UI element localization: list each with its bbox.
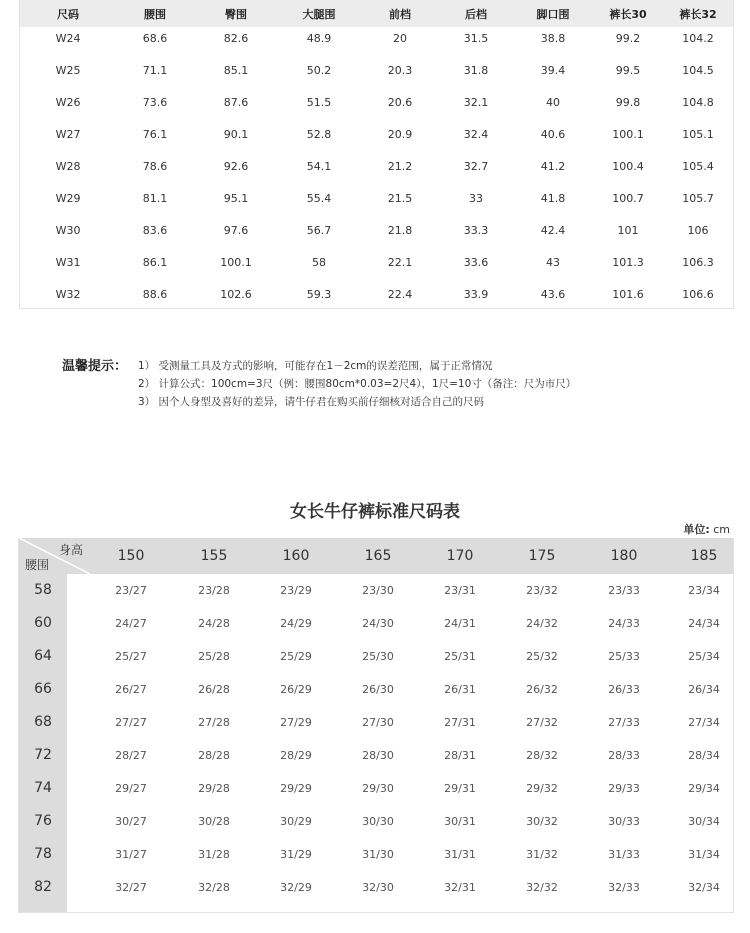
- cell-thigh: 55.4: [306, 192, 332, 205]
- cell-leg-opening: 38.8: [540, 32, 566, 45]
- size-cell: 25/30: [362, 650, 394, 663]
- size-cell: 26/31: [444, 683, 476, 696]
- size-cell: 32/31: [444, 881, 476, 894]
- size-cell: 27/34: [688, 716, 720, 729]
- cell-back-rise: 32.1: [463, 96, 489, 109]
- size-cell: 25/34: [688, 650, 720, 663]
- cell-size: W28: [55, 160, 81, 173]
- size-cell: 30/27: [115, 815, 147, 828]
- unit-label: [683, 521, 730, 537]
- height-header: 165: [364, 548, 392, 564]
- size-cell: 29/27: [115, 782, 147, 795]
- size-cell: 28/30: [362, 749, 394, 762]
- table-row: [20, 279, 733, 311]
- cell-size: W26: [55, 96, 81, 109]
- height-header: 160: [282, 548, 310, 564]
- size-cell: 30/30: [362, 815, 394, 828]
- cell-front-rise: 20.6: [387, 96, 413, 109]
- size-cell: 23/30: [362, 584, 394, 597]
- size-cell: 23/32: [526, 584, 558, 597]
- cell-back-rise: 31.8: [463, 64, 489, 77]
- size-cell: 27/27: [115, 716, 147, 729]
- cell-leg-opening: 42.4: [540, 224, 566, 237]
- size-cell: 26/30: [362, 683, 394, 696]
- cell-thigh: 51.5: [306, 96, 332, 109]
- cell-length-32: 104.2: [682, 32, 714, 45]
- size-cell: 29/30: [362, 782, 394, 795]
- size-cell: 23/31: [444, 584, 476, 597]
- size-cell: 26/34: [688, 683, 720, 696]
- waist-label: 60: [34, 615, 52, 631]
- cell-hip: 102.6: [220, 288, 252, 301]
- cell-length-30: 99.5: [615, 64, 641, 77]
- cell-size: W24: [55, 32, 81, 45]
- corner-waist-label: 腰围: [25, 558, 50, 572]
- height-header-row: [19, 538, 733, 574]
- size-cell: 24/28: [198, 617, 230, 630]
- cell-size: W30: [55, 224, 81, 237]
- cell-back-rise: 31.5: [463, 32, 489, 45]
- table-row: [19, 871, 733, 904]
- cell-back-rise: 33.9: [463, 288, 489, 301]
- cell-front-rise: 22.1: [387, 256, 413, 269]
- cell-leg-opening: 40.6: [540, 128, 566, 141]
- size-cell: 31/31: [444, 848, 476, 861]
- header-length-30: 裤长30: [609, 8, 647, 21]
- waist-label: 66: [34, 681, 52, 697]
- header-front-rise: 前档: [389, 8, 411, 21]
- cell-size: W29: [55, 192, 81, 205]
- header-length-32: 裤长32: [679, 8, 717, 21]
- tip-line: 2） 计算公式：100cm=3尺（例：腰围80cm*0.03=2尺4），1尺=10寸（备注：尺为市尺）: [138, 378, 577, 390]
- table-row: [19, 706, 733, 739]
- cell-thigh: 50.2: [306, 64, 332, 77]
- waist-label: 76: [34, 813, 52, 829]
- cell-length-30: 101: [617, 224, 639, 237]
- size-cell: 30/31: [444, 815, 476, 828]
- cell-waist: 68.6: [142, 32, 168, 45]
- size-cell: 32/27: [115, 881, 147, 894]
- size-cell: 28/34: [688, 749, 720, 762]
- corner-height-label: 身高: [59, 543, 84, 557]
- cell-back-rise: 33.6: [463, 256, 489, 269]
- size-cell: 26/27: [115, 683, 147, 696]
- size-cell: 24/29: [280, 617, 312, 630]
- size-cell: 30/28: [198, 815, 230, 828]
- cell-hip: 97.6: [223, 224, 249, 237]
- cell-front-rise: 20.3: [387, 64, 413, 77]
- waist-label: 64: [34, 648, 52, 664]
- size-cell: 23/27: [115, 584, 147, 597]
- size-cell: 30/29: [280, 815, 312, 828]
- header-back-rise: 后档: [465, 8, 487, 21]
- cell-length-32: 104.5: [682, 64, 714, 77]
- size-cell: 30/34: [688, 815, 720, 828]
- size-cell: 27/30: [362, 716, 394, 729]
- size-cell: 27/33: [608, 716, 640, 729]
- cell-waist: 81.1: [142, 192, 168, 205]
- cell-length-32: 105.1: [682, 128, 714, 141]
- size-cell: 28/28: [198, 749, 230, 762]
- table-row: [19, 805, 733, 838]
- size-cell: 28/33: [608, 749, 640, 762]
- height-header: 150: [117, 548, 145, 564]
- cell-waist: 86.1: [142, 256, 168, 269]
- size-cell: 23/28: [198, 584, 230, 597]
- cell-length-32: 105.4: [682, 160, 714, 173]
- size-cell: 31/30: [362, 848, 394, 861]
- size-cell: 25/29: [280, 650, 312, 663]
- cell-waist: 76.1: [142, 128, 168, 141]
- waist-label: 82: [34, 879, 52, 895]
- cell-back-rise: 33: [469, 192, 483, 205]
- cell-waist: 71.1: [142, 64, 168, 77]
- height-header: 185: [690, 548, 718, 564]
- size-chart-title: 女长牛仔裤标准尺码表: [290, 502, 460, 522]
- table-row: [19, 739, 733, 772]
- cell-hip: 90.1: [223, 128, 249, 141]
- cell-thigh: 56.7: [306, 224, 332, 237]
- cell-length-30: 100.1: [612, 128, 644, 141]
- cell-size: W32: [55, 288, 81, 301]
- size-cell: 27/28: [198, 716, 230, 729]
- cell-front-rise: 22.4: [387, 288, 413, 301]
- waist-label: 78: [34, 846, 52, 862]
- size-cell: 24/27: [115, 617, 147, 630]
- table-row: [19, 772, 733, 805]
- waist-label: 58: [34, 582, 52, 598]
- size-cell: 32/29: [280, 881, 312, 894]
- cell-leg-opening: 41.8: [540, 192, 566, 205]
- cell-leg-opening: 43: [546, 256, 560, 269]
- cell-hip: 82.6: [223, 32, 249, 45]
- tip-line: 1） 受测量工具及方式的影响，可能存在1－2cm的误差范围，属于正常情况: [138, 360, 493, 372]
- cell-length-30: 100.4: [612, 160, 644, 173]
- cell-length-30: 101.6: [612, 288, 644, 301]
- size-cell: 31/28: [198, 848, 230, 861]
- size-cell: 32/33: [608, 881, 640, 894]
- cell-hip: 92.6: [223, 160, 249, 173]
- size-cell: 26/28: [198, 683, 230, 696]
- size-cell: 26/32: [526, 683, 558, 696]
- size-cell: 28/31: [444, 749, 476, 762]
- cell-front-rise: 20: [393, 32, 407, 45]
- table-row: [20, 87, 733, 119]
- size-cell: 25/27: [115, 650, 147, 663]
- size-cell: 28/27: [115, 749, 147, 762]
- size-cell: 27/31: [444, 716, 476, 729]
- cell-length-32: 105.7: [682, 192, 714, 205]
- cell-length-32: 104.8: [682, 96, 714, 109]
- cell-thigh: 58: [312, 256, 326, 269]
- size-cell: 31/34: [688, 848, 720, 861]
- header-waist: 腰围: [144, 8, 166, 21]
- cell-length-30: 100.7: [612, 192, 644, 205]
- cell-thigh: 52.8: [306, 128, 332, 141]
- cell-size: W27: [55, 128, 81, 141]
- cell-hip: 85.1: [223, 64, 249, 77]
- cell-front-rise: 20.9: [387, 128, 413, 141]
- table-row: [20, 247, 733, 279]
- cell-length-30: 99.2: [615, 32, 641, 45]
- header-thigh: 大腿围: [302, 8, 336, 21]
- unit-value: cm: [713, 523, 730, 536]
- cell-back-rise: 33.3: [463, 224, 489, 237]
- cell-waist: 73.6: [142, 96, 168, 109]
- size-cell: 23/29: [280, 584, 312, 597]
- size-cell: 25/33: [608, 650, 640, 663]
- size-cell: 23/34: [688, 584, 720, 597]
- height-header: 170: [446, 548, 474, 564]
- size-cell: 32/34: [688, 881, 720, 894]
- table-row: [19, 673, 733, 706]
- size-cell: 29/32: [526, 782, 558, 795]
- size-cell: 25/32: [526, 650, 558, 663]
- size-cell: 27/32: [526, 716, 558, 729]
- cell-hip: 95.1: [223, 192, 249, 205]
- size-cell: 32/30: [362, 881, 394, 894]
- table-row: [20, 183, 733, 215]
- cell-waist: 88.6: [142, 288, 168, 301]
- size-cell: 31/33: [608, 848, 640, 861]
- size-cell: 24/34: [688, 617, 720, 630]
- cell-thigh: 48.9: [306, 32, 332, 45]
- size-cell: 25/31: [444, 650, 476, 663]
- size-cell: 30/33: [608, 815, 640, 828]
- table-row: [19, 574, 733, 607]
- table-row: [20, 119, 733, 151]
- size-cell: 31/29: [280, 848, 312, 861]
- height-header: 155: [200, 548, 228, 564]
- cell-leg-opening: 40: [546, 96, 560, 109]
- size-cell: 30/32: [526, 815, 558, 828]
- header-hip: 臀围: [225, 8, 247, 21]
- table-row: [20, 23, 733, 55]
- size-cell: 31/32: [526, 848, 558, 861]
- waist-label: 72: [34, 747, 52, 763]
- cell-leg-opening: 39.4: [540, 64, 566, 77]
- cell-length-30: 99.8: [615, 96, 641, 109]
- header-leg-opening: 脚口围: [536, 8, 570, 21]
- cell-front-rise: 21.5: [387, 192, 413, 205]
- size-cell: 27/29: [280, 716, 312, 729]
- cell-leg-opening: 43.6: [540, 288, 566, 301]
- table-row: [20, 215, 733, 247]
- size-cell: 26/33: [608, 683, 640, 696]
- cell-length-32: 106.6: [682, 288, 714, 301]
- size-cell: 26/29: [280, 683, 312, 696]
- size-cell: 29/31: [444, 782, 476, 795]
- size-cell: 25/28: [198, 650, 230, 663]
- cell-waist: 78.6: [142, 160, 168, 173]
- cell-back-rise: 32.7: [463, 160, 489, 173]
- size-cell: 29/34: [688, 782, 720, 795]
- size-cell: 31/27: [115, 848, 147, 861]
- size-cell: 32/32: [526, 881, 558, 894]
- table-row: [19, 607, 733, 640]
- size-cell: 28/32: [526, 749, 558, 762]
- unit-caption: 单位:: [683, 523, 710, 536]
- cell-length-32: 106.3: [682, 256, 714, 269]
- table-row: [20, 55, 733, 87]
- cell-thigh: 54.1: [306, 160, 332, 173]
- table-row: [19, 640, 733, 673]
- size-cell: 29/29: [280, 782, 312, 795]
- table-row: [20, 151, 733, 183]
- cell-thigh: 59.3: [306, 288, 332, 301]
- cell-size: W31: [55, 256, 81, 269]
- height-waist-size-table: [18, 538, 734, 913]
- size-cell: 24/32: [526, 617, 558, 630]
- table-row: [19, 838, 733, 871]
- cell-front-rise: 21.2: [387, 160, 413, 173]
- size-measurement-table: [19, 0, 734, 309]
- size-cell: 24/30: [362, 617, 394, 630]
- size-cell: 29/28: [198, 782, 230, 795]
- cell-hip: 100.1: [220, 256, 252, 269]
- size-cell: 29/33: [608, 782, 640, 795]
- size-cell: 23/33: [608, 584, 640, 597]
- cell-hip: 87.6: [223, 96, 249, 109]
- size-cell: 24/33: [608, 617, 640, 630]
- waist-label: 74: [34, 780, 52, 796]
- cell-leg-opening: 41.2: [540, 160, 566, 173]
- cell-length-30: 101.3: [612, 256, 644, 269]
- header-size: 尺码: [57, 8, 79, 21]
- waist-label: 68: [34, 714, 52, 730]
- cell-waist: 83.6: [142, 224, 168, 237]
- size-cell: 28/29: [280, 749, 312, 762]
- cell-back-rise: 32.4: [463, 128, 489, 141]
- size-cell: 32/28: [198, 881, 230, 894]
- cell-size: W25: [55, 64, 81, 77]
- tip-line: 3） 因个人身型及喜好的差异，请牛仔君在购买前仔细核对适合自己的尺码: [138, 396, 485, 408]
- height-header: 175: [528, 548, 556, 564]
- tips-title: 温馨提示：: [62, 359, 128, 374]
- cell-front-rise: 21.8: [387, 224, 413, 237]
- height-header: 180: [610, 548, 638, 564]
- table-corner: [19, 538, 90, 574]
- size-cell: 24/31: [444, 617, 476, 630]
- cell-length-32: 106: [687, 224, 709, 237]
